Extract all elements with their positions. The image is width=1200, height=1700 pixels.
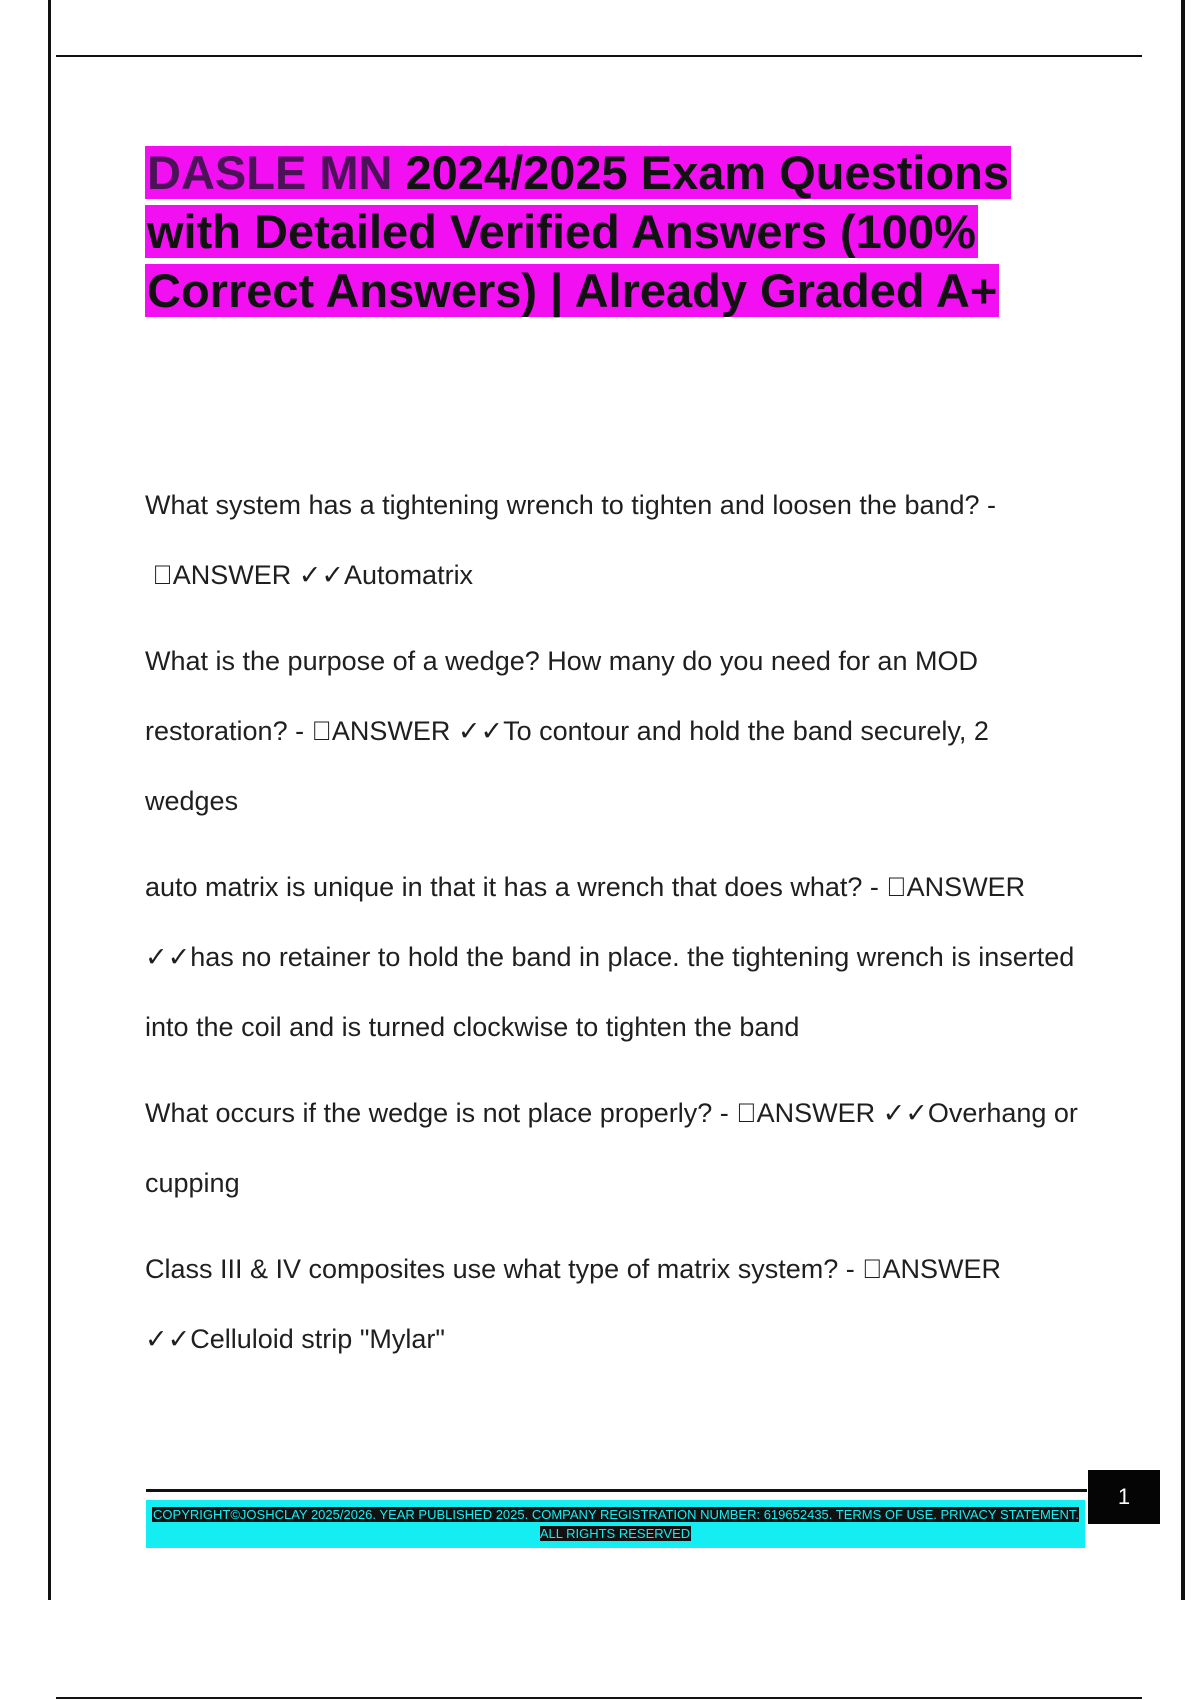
copyright-footer	[146, 1500, 1085, 1548]
document-title	[145, 143, 1045, 320]
answer-text:  ANSWER ✓✓Celluloid strip "Mylar"	[145, 1254, 1002, 1354]
header-rule	[56, 55, 1142, 57]
qa-item	[145, 852, 1085, 1062]
qa-item	[145, 1078, 1085, 1218]
qa-item	[145, 626, 1085, 836]
page-border-right	[1181, 0, 1185, 1600]
footer-rule	[146, 1489, 1087, 1492]
answer-text:  ANSWER ✓✓To contour and hold the band securely, 2 wedges	[145, 716, 989, 816]
question-text: Class III & IV composites use what type of matrix system? -	[145, 1254, 855, 1284]
title-lead: DASLE MN	[147, 146, 393, 199]
page-number: 1	[1088, 1470, 1160, 1524]
qa-item	[145, 1234, 1085, 1374]
answer-text:  ANSWER ✓✓Overhang or cupping	[145, 1098, 1078, 1198]
question-text: What system has a tightening wrench to tighten and loosen the band? -	[145, 490, 997, 520]
answer-text:  ANSWER ✓✓Automatrix	[152, 560, 474, 590]
question-text: What occurs if the wedge is not place properly? -	[145, 1098, 729, 1128]
question-text: What is the purpose of a wedge? How many do you need for an MOD restoration? -	[145, 646, 978, 746]
answer-text:  ANSWER ✓✓has no retainer to hold the band in place. the tightening wrench is inserted into the coil and is turned clockwise to tighten the band	[145, 872, 1075, 1042]
copyright-text: COPYRIGHT©JOSHCLAY 2025/2026. YEAR PUBLISHED 2025. COMPANY REGISTRATION NUMBER: 619652435. TERMS OF USE. PRIVACY STATEMENT. ALL RIGHTS RESERVED	[153, 1507, 1079, 1541]
qa-list	[145, 470, 1085, 1390]
question-text: auto matrix is unique in that it has a wrench that does what? -	[145, 872, 879, 902]
title-rest: 2024/2025 Exam Questions with Detailed Verified Answers (100% Correct Answers) | Already Graded A+	[147, 146, 1010, 317]
page-border-left	[48, 0, 51, 1600]
qa-item	[145, 470, 1085, 610]
next-page-rule	[56, 1697, 1142, 1699]
